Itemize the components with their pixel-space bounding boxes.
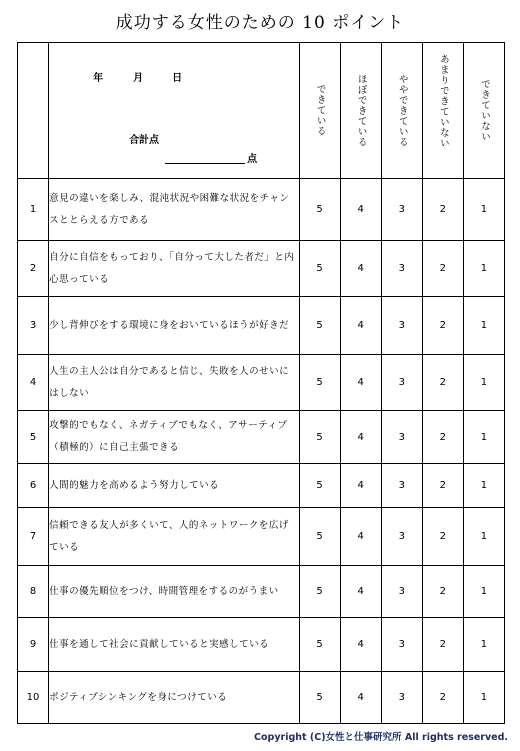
column-label: ややできている [396, 73, 408, 148]
item-text: 意見の違いを楽しみ、混沌状況や困難な状況をチャンスととらえる方である [49, 179, 300, 241]
row-number: 9 [18, 618, 49, 672]
table-row [18, 297, 505, 355]
column-label: あまりできていない [437, 53, 449, 148]
score-option[interactable]: 3 [381, 464, 422, 508]
score-option[interactable]: 4 [340, 672, 381, 724]
table-row [18, 179, 505, 241]
score-option[interactable]: 2 [422, 179, 463, 241]
score-option[interactable]: 4 [340, 411, 381, 464]
score-option[interactable]: 1 [463, 672, 504, 724]
score-option[interactable]: 4 [340, 508, 381, 566]
item-text: 人間的魅力を高めるよう努力している [49, 464, 300, 508]
score-option[interactable]: 5 [299, 179, 340, 241]
total-label: 合計点 [129, 135, 160, 146]
date-total-cell [49, 43, 300, 179]
score-option[interactable]: 4 [340, 179, 381, 241]
score-option[interactable]: 3 [381, 566, 422, 618]
row-number: 1 [18, 179, 49, 241]
score-option[interactable]: 2 [422, 508, 463, 566]
score-option[interactable]: 5 [299, 355, 340, 411]
column-header-3 [422, 43, 463, 179]
score-option[interactable]: 1 [463, 508, 504, 566]
item-text: 人生の主人公は自分であると信じ、失敗を人のせいにはしない [49, 355, 300, 411]
score-option[interactable]: 5 [299, 618, 340, 672]
item-text: 自分に自信をもっており、「自分って大した者だ」と内心思っている [49, 241, 300, 297]
score-option[interactable]: 1 [463, 618, 504, 672]
score-option[interactable]: 2 [422, 618, 463, 672]
score-option[interactable]: 3 [381, 411, 422, 464]
score-option[interactable]: 1 [463, 179, 504, 241]
score-option[interactable]: 3 [381, 297, 422, 355]
header-blank-cell [18, 43, 49, 179]
score-option[interactable]: 4 [340, 566, 381, 618]
score-option[interactable]: 1 [463, 411, 504, 464]
score-option[interactable]: 1 [463, 566, 504, 618]
score-option[interactable]: 5 [299, 241, 340, 297]
score-option[interactable]: 3 [381, 241, 422, 297]
table-row [18, 508, 505, 566]
row-number: 4 [18, 355, 49, 411]
month-label: 月 [133, 73, 144, 84]
column-header-4 [463, 43, 504, 179]
score-option[interactable]: 5 [299, 411, 340, 464]
table-row [18, 411, 505, 464]
score-option[interactable]: 3 [381, 618, 422, 672]
column-header-2 [381, 43, 422, 179]
score-option[interactable]: 5 [299, 672, 340, 724]
score-option[interactable]: 2 [422, 411, 463, 464]
score-option[interactable]: 4 [340, 464, 381, 508]
score-option[interactable]: 3 [381, 672, 422, 724]
total-unit: 点 [247, 154, 258, 165]
item-text: 少し背伸びをする環境に身をおいているほうが好きだ [49, 297, 300, 355]
score-option[interactable]: 5 [299, 566, 340, 618]
row-number: 7 [18, 508, 49, 566]
year-label: 年 [93, 73, 104, 84]
header-row [18, 43, 505, 179]
score-option[interactable]: 1 [463, 355, 504, 411]
score-option[interactable]: 4 [340, 355, 381, 411]
score-option[interactable]: 1 [463, 241, 504, 297]
table-row [18, 355, 505, 411]
item-text: 仕事の優先順位をつけ、時間管理をするのがうまい [49, 566, 300, 618]
item-text: 信頼できる友人が多くいて、人的ネットワークを広げている [49, 508, 300, 566]
row-number: 5 [18, 411, 49, 464]
total-blank[interactable] [165, 149, 258, 165]
row-number: 8 [18, 566, 49, 618]
score-option[interactable]: 2 [422, 672, 463, 724]
column-header-1 [340, 43, 381, 179]
score-option[interactable]: 2 [422, 241, 463, 297]
column-label: ほぼできている [355, 73, 367, 148]
table-row [18, 672, 505, 724]
score-option[interactable]: 3 [381, 508, 422, 566]
score-option[interactable]: 2 [422, 297, 463, 355]
score-option[interactable]: 4 [340, 618, 381, 672]
checklist-table [17, 42, 505, 724]
item-text: 仕事を通して社会に貢献していると実感している [49, 618, 300, 672]
row-number: 3 [18, 297, 49, 355]
table-row [18, 618, 505, 672]
score-option[interactable]: 3 [381, 355, 422, 411]
row-number: 10 [18, 672, 49, 724]
score-option[interactable]: 2 [422, 566, 463, 618]
column-label: できていない [478, 79, 490, 142]
column-header-0 [299, 43, 340, 179]
copyright: Copyright (C)女性と仕事研究所 All rights reserved. [254, 732, 508, 743]
item-text: 攻撃的でもなく、ネガティブでもなく、アサーティブ（積極的）に自己主張できる [49, 411, 300, 464]
table-row [18, 566, 505, 618]
day-label: 日 [172, 73, 183, 84]
page-title: 成功する女性のための 10 ポイント [115, 13, 405, 33]
column-label: できている [314, 84, 326, 137]
score-option[interactable]: 4 [340, 241, 381, 297]
score-option[interactable]: 2 [422, 355, 463, 411]
score-option[interactable]: 5 [299, 508, 340, 566]
score-option[interactable]: 4 [340, 297, 381, 355]
score-option[interactable]: 2 [422, 464, 463, 508]
score-option[interactable]: 3 [381, 179, 422, 241]
item-text: ポジティブシンキングを身につけている [49, 672, 300, 724]
score-option[interactable]: 5 [299, 464, 340, 508]
score-option[interactable]: 1 [463, 297, 504, 355]
table-row [18, 241, 505, 297]
row-number: 6 [18, 464, 49, 508]
row-number: 2 [18, 241, 49, 297]
score-option[interactable]: 1 [463, 464, 504, 508]
table-row [18, 464, 505, 508]
score-option[interactable]: 5 [299, 297, 340, 355]
